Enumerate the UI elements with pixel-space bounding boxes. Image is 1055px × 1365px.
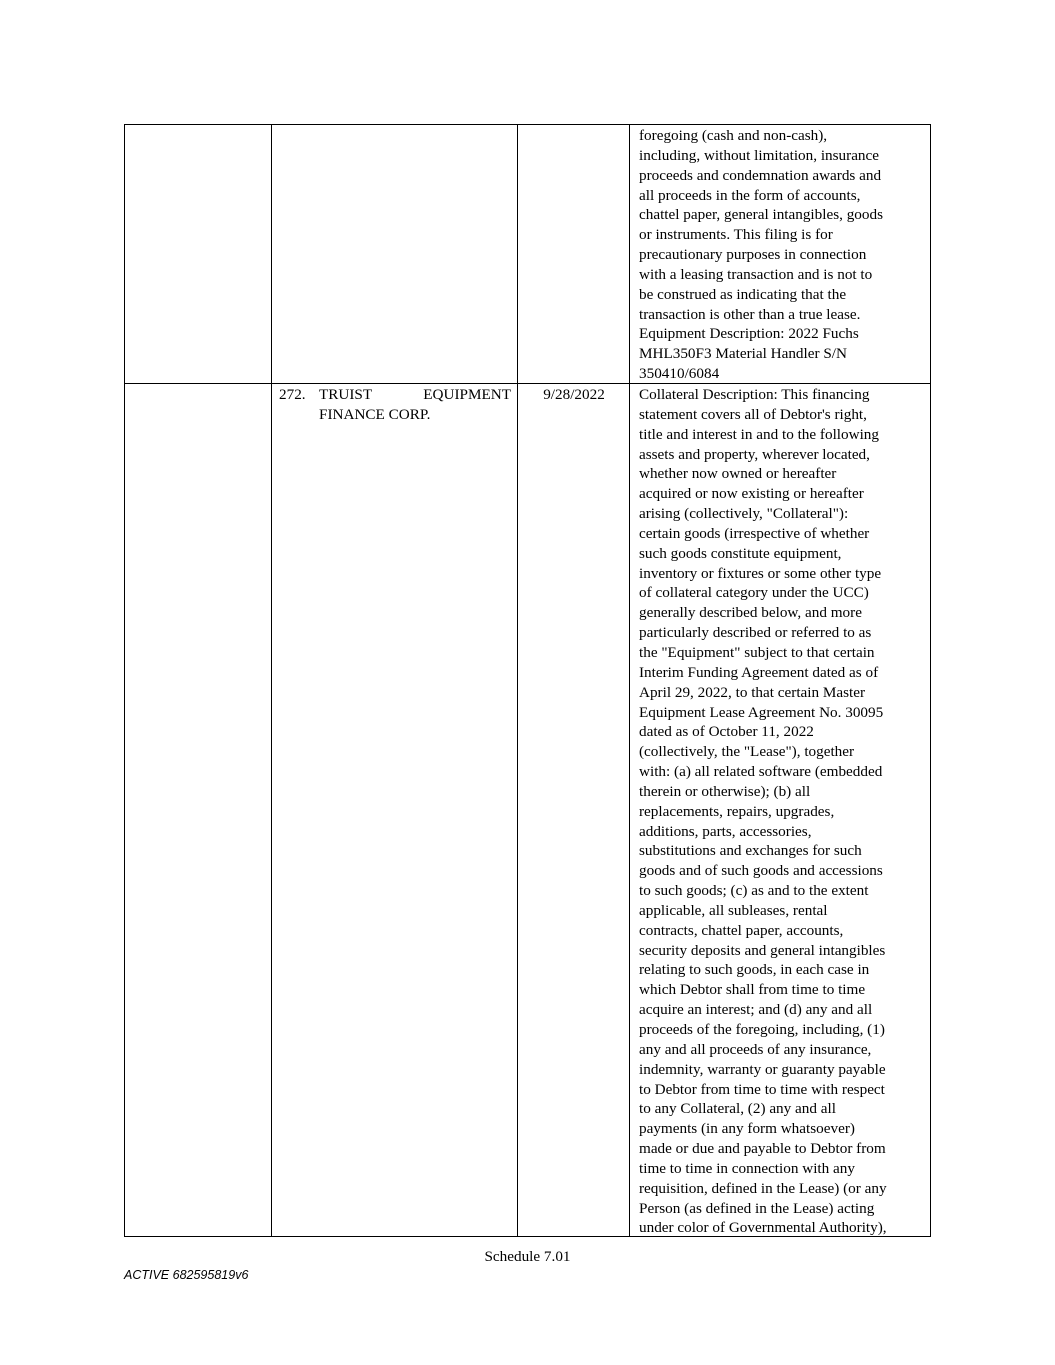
row1-description — [639, 126, 929, 384]
row2-date: 9/28/2022 — [543, 386, 605, 403]
description-line: time to time in connection with any — [639, 1159, 855, 1177]
row2-creditor-line2: FINANCE CORP. — [319, 406, 431, 423]
column-divider — [517, 125, 518, 1236]
description-line: acquire an interest; and (d) any and all — [639, 1001, 873, 1019]
description-line: or instruments. This filing is for — [639, 226, 833, 244]
description-line: with a leasing transaction and is not to — [639, 265, 873, 283]
description-line: such goods constitute equipment, — [639, 544, 842, 562]
description-line: April 29, 2022, to that certain Master — [639, 683, 866, 701]
description-line: relating to such goods, in each case in — [639, 961, 870, 979]
description-line: the "Equipment" subject to that certain — [639, 643, 875, 661]
description-line: inventory or fixtures or some other type — [639, 564, 882, 582]
description-line: any and all proceeds of any insurance, — [639, 1040, 872, 1058]
description-line: proceeds of the foregoing, including, (1) — [639, 1021, 885, 1038]
description-line: including, without limitation, insurance — [639, 146, 880, 164]
description-line: applicable, all subleases, rental — [639, 901, 828, 919]
description-line: Equipment Lease Agreement No. 30095 — [639, 703, 884, 721]
description-line: requisition, defined in the Lease) (or any — [639, 1179, 887, 1197]
document-id: ACTIVE 682595819v6 — [124, 1268, 249, 1282]
description-line: dated as of October 11, 2022 — [639, 723, 814, 741]
description-line: therein or otherwise); (b) all — [639, 782, 811, 800]
description-line: made or due and payable to Debtor from — [639, 1140, 886, 1158]
description-line: contracts, chattel paper, accounts, — [639, 921, 844, 939]
description-line: title and interest in and to the following — [639, 425, 879, 443]
description-line: of collateral category under the UCC) — [639, 584, 869, 602]
description-line: precautionary purposes in connection — [639, 246, 867, 264]
description-line: payments (in any form whatsoever) — [639, 1120, 855, 1138]
description-line: Interim Funding Agreement dated as of — [639, 663, 879, 681]
description-line: security deposits and general intangibles — [639, 941, 886, 959]
description-line: to such goods; (c) as and to the extent — [639, 882, 869, 900]
description-line: which Debtor shall from time to time — [639, 981, 866, 999]
description-line: substitutions and exchanges for such — [639, 842, 862, 860]
description-line: additions, parts, accessories, — [639, 822, 812, 840]
description-line: particularly described or referred to as — [639, 624, 872, 642]
description-line: arising (collectively, "Collateral"): — [639, 505, 849, 523]
page-footer: Schedule 7.01 — [484, 1248, 571, 1265]
description-line: whether now owned or hereafter — [639, 465, 837, 483]
description-line: generally described below, and more — [639, 604, 862, 622]
row2-description — [639, 385, 929, 1238]
description-line: MHL350F3 Material Handler S/N — [639, 345, 847, 363]
description-line: foregoing (cash and non-cash), — [639, 127, 828, 144]
row2-number: 272. — [279, 386, 306, 403]
description-line: Person (as defined in the Lease) acting — [639, 1199, 875, 1217]
row2-creditor-word2: EQUIPMENT — [423, 386, 511, 403]
description-line: under color of Governmental Authority), — [639, 1219, 887, 1237]
description-line: goods and of such goods and accessions — [639, 862, 883, 880]
description-line: be construed as indicating that the — [639, 285, 847, 303]
description-line: indemnity, warranty or guaranty payable — [639, 1060, 886, 1078]
schedule-table — [124, 124, 931, 1237]
description-line: chattel paper, general intangibles, goods — [639, 206, 883, 224]
description-line: with: (a) all related software (embedded — [639, 763, 883, 781]
description-line: Equipment Description: 2022 Fuchs — [639, 325, 859, 343]
column-divider — [271, 125, 272, 1236]
description-line: acquired or now existing or hereafter — [639, 485, 864, 503]
description-line: assets and property, wherever located, — [639, 445, 870, 463]
description-line: transaction is other than a true lease. — [639, 305, 861, 323]
description-line: to Debtor from time to time with respect — [639, 1080, 885, 1098]
column-divider — [629, 125, 630, 1236]
description-line: (collectively, the "Lease"), together — [639, 743, 855, 761]
description-line: 350410/6084 — [639, 365, 720, 383]
description-line: certain goods (irrespective of whether — [639, 524, 870, 542]
description-line: statement covers all of Debtor's right, — [639, 405, 867, 423]
description-line: to any Collateral, (2) any and all — [639, 1100, 836, 1118]
row2-creditor-line1 — [319, 385, 511, 405]
description-line: replacements, repairs, upgrades, — [639, 802, 835, 820]
description-line: Collateral Description: This financing — [639, 386, 870, 403]
description-line: proceeds and condemnation awards and — [639, 166, 882, 184]
row2-creditor-word1: TRUIST — [319, 386, 373, 403]
description-line: all proceeds in the form of accounts, — [639, 186, 861, 204]
